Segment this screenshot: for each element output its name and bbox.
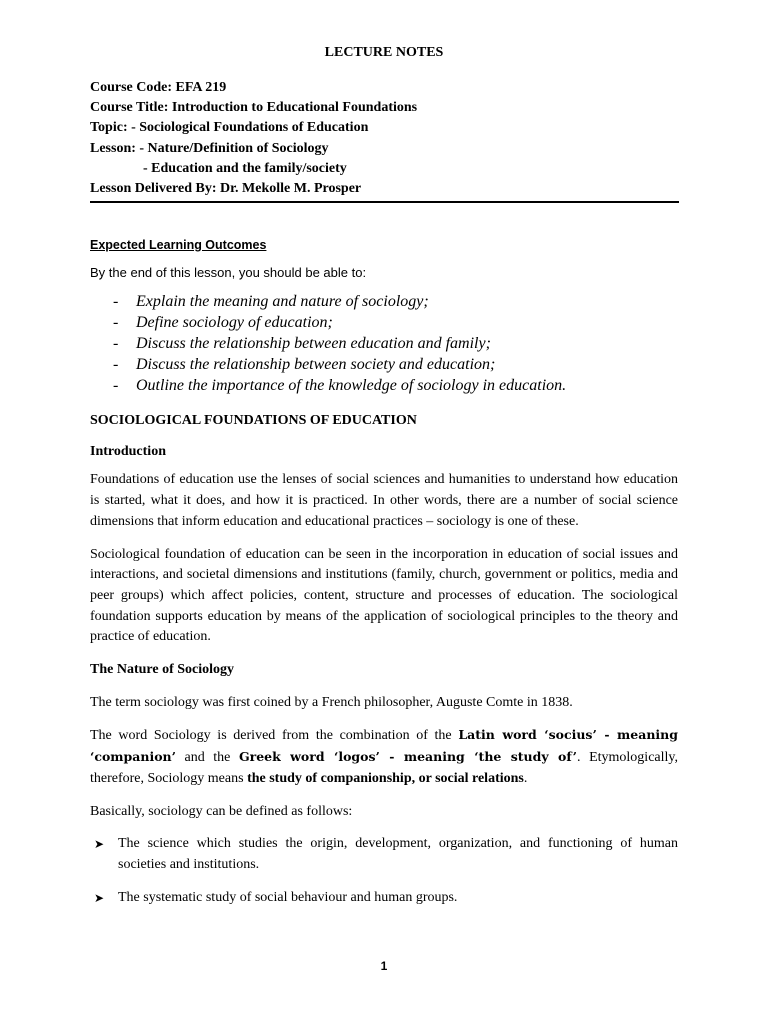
- outcome-text: Discuss the relationship between society and education;: [136, 356, 496, 373]
- course-title: Course Title: Introduction to Educational Foundations: [90, 100, 418, 116]
- delivered-by: Lesson Delivered By: Dr. Mekolle M. Prosper: [90, 181, 362, 197]
- dash-bullet: -: [113, 293, 119, 310]
- outcome-item: [113, 333, 693, 354]
- outcome-text: Discuss the relationship between education and family;: [136, 335, 491, 352]
- dash-bullet: -: [113, 356, 119, 373]
- outcome-text: Define sociology of education;: [136, 314, 333, 331]
- course-code: Course Code: EFA 219: [90, 80, 227, 95]
- definitions-list: [90, 834, 678, 908]
- introduction-paragraph-1: Foundations of education use the lenses of social sciences and humanities to understand how education is started, what it does, and how it is practiced. In other words, there are a number of social science dimensions that inform education and educational practices – sociology is one of these.: [90, 472, 678, 529]
- nature-paragraph-2: [90, 725, 678, 789]
- outcome-item: [113, 375, 693, 396]
- page-number: 1: [380, 959, 388, 973]
- definition-item: [90, 834, 678, 875]
- arrow-bullet-icon: ➤: [94, 890, 105, 905]
- outcome-item: [113, 291, 693, 312]
- lesson-sub: - Education and the family/society: [143, 160, 347, 176]
- section-title: SOCIOLOGICAL FOUNDATIONS OF EDUCATION: [90, 413, 417, 428]
- dash-bullet: -: [113, 335, 119, 352]
- dash-bullet: -: [113, 377, 119, 394]
- topic: Topic: - Sociological Foundations of Education: [90, 120, 369, 136]
- sociology-meaning: the study of companionship, or social relations: [247, 770, 524, 786]
- outcomes-list: [113, 291, 693, 396]
- definition-text: The systematic study of social behaviour and human groups.: [118, 889, 458, 905]
- text-run: and the: [175, 750, 239, 766]
- text-run: The word Sociology is derived from the combination of the: [90, 728, 459, 744]
- course-header: [90, 78, 678, 199]
- text-run: . Etymologically, therefore, Sociology means: [90, 750, 678, 786]
- lesson: Lesson: - Nature/Definition of Sociology: [90, 140, 329, 156]
- nature-heading: The Nature of Sociology: [90, 662, 235, 678]
- latin-term: Latin word ‘socius’ - meaning ‘companion’: [90, 727, 678, 765]
- header-divider: [90, 201, 679, 203]
- definitions-intro: Basically, sociology can be defined as follows:: [90, 803, 353, 819]
- outcome-text: Explain the meaning and nature of sociology;: [136, 293, 429, 310]
- document-title: LECTURE NOTES: [324, 45, 444, 60]
- text-run: .: [523, 770, 528, 786]
- outcomes-heading: Expected Learning Outcomes: [90, 238, 267, 252]
- introduction-heading: Introduction: [90, 443, 166, 459]
- arrow-bullet-icon: ➤: [94, 837, 105, 852]
- outcome-text: Outline the importance of the knowledge of sociology in education.: [136, 377, 567, 394]
- introduction-paragraph-2: Sociological foundation of education can be seen in the incorporation in education of social issues and interactions, and societal dimensions and institutions (family, church, government or politics, media and peer groups) which affect policies, content, structure and processes of education. The sociological foundation supports education by means of the application of sociological principles to the theory and practice of education.: [90, 546, 678, 645]
- definition-item: [90, 888, 678, 909]
- definition-text: The science which studies the origin, development, organization, and functioning of human societies and institutions.: [118, 836, 678, 872]
- outcomes-intro: By the end of this lesson, you should be able to:: [90, 265, 367, 280]
- dash-bullet: -: [113, 314, 119, 331]
- document-body: [90, 411, 678, 908]
- outcome-item: [113, 312, 693, 333]
- greek-term: Greek word ‘logos’ - meaning ‘the study of’: [238, 749, 578, 765]
- nature-paragraph-1: The term sociology was first coined by a French philosopher, Auguste Comte in 1838.: [90, 694, 573, 710]
- outcome-item: [113, 354, 693, 375]
